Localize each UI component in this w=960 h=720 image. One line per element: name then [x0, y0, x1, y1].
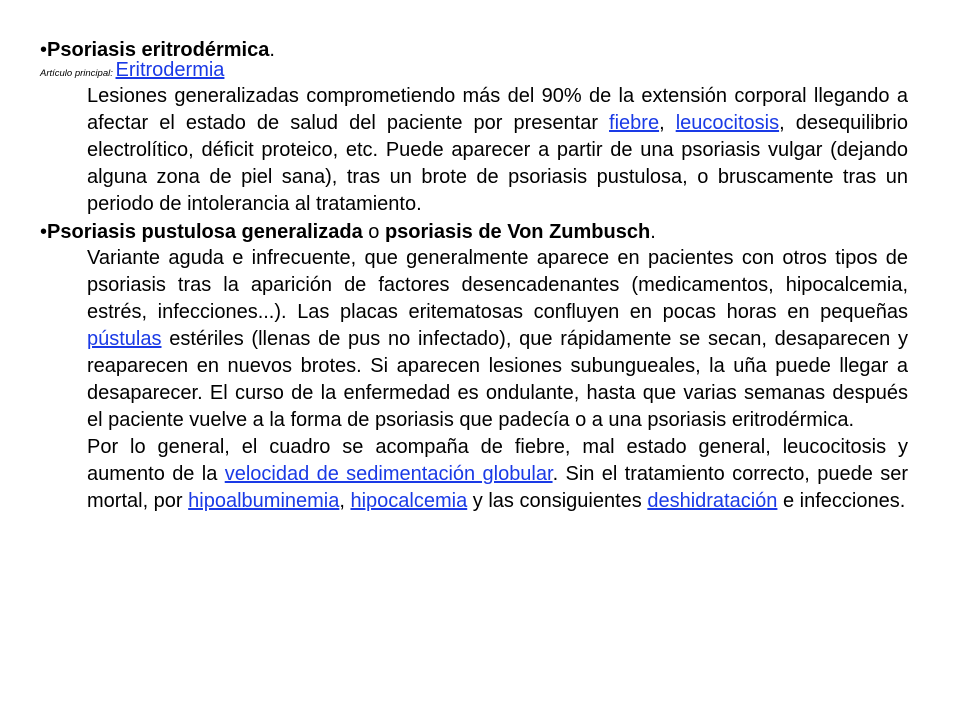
link-pustulas[interactable]: pústulas	[87, 328, 162, 350]
bullet: •	[40, 39, 48, 61]
section-heading-pustulosa	[40, 220, 908, 244]
paragraph-text: . Sin el tratamiento correcto, puede ser mortal, por	[87, 463, 908, 512]
slide-content	[40, 38, 908, 515]
heading-title: Psoriasis eritrodérmica	[47, 39, 270, 61]
heading-period: .	[269, 39, 275, 61]
paragraph-text: e infecciones.	[777, 490, 906, 512]
link-hipoalbuminemia[interactable]: hipoalbuminemia	[188, 490, 340, 512]
paragraph-text: , desequilibrio electrolítico, déficit proteico, etc. Puede aparecer a partir de una psoriasis vulgar (dejando alguna zona de piel sana), tras un brote de psoriasis pustulosa, o bruscamente tras un periodo de intolerancia al tratamiento.	[87, 112, 908, 215]
main-article-label: Artículo principal:	[40, 68, 116, 79]
heading-title: Psoriasis pustulosa generalizada	[47, 221, 363, 243]
link-deshidratacion[interactable]: deshidratación	[647, 490, 778, 512]
link-eritrodermia[interactable]: Eritrodermia	[115, 59, 225, 81]
paragraph-text: y las consiguientes	[467, 490, 648, 512]
paragraph-text: ,	[339, 490, 351, 512]
paragraph-pustulosa-2	[87, 434, 908, 515]
link-velocidad-sedimentacion[interactable]: velocidad de sedimentación globular	[224, 463, 553, 485]
paragraph-text: ,	[659, 112, 676, 134]
paragraph-eritrodermica	[87, 83, 908, 218]
paragraph-pustulosa-1	[87, 245, 908, 434]
main-article-note	[40, 59, 908, 82]
heading-title-alt: psoriasis de Von Zumbusch	[384, 221, 651, 243]
link-fiebre[interactable]: fiebre	[609, 112, 660, 134]
paragraph-text: Por lo general, el cuadro se acompaña de fiebre, mal estado general, leucocitosis y aumento de la	[87, 436, 908, 485]
heading-connector: o	[362, 221, 385, 243]
link-leucocitosis[interactable]: leucocitosis	[675, 112, 780, 134]
paragraph-text: estériles (llenas de pus no infectado), que rápidamente se secan, desaparecen y reaparecen en nuevos brotes. Si aparecen lesiones subungueales, la uña puede llegar a desaparecer. El curso de la enfermedad es ondulante, hasta que varias semanas después el paciente vuelve a la forma de psoriasis que padecía o a una psoriasis eritrodérmica.	[87, 328, 908, 431]
paragraph-text: Variante aguda e infrecuente, que generalmente aparece en pacientes con otros tipos de psoriasis tras la aparición de factores desencadenantes (medicamentos, hipocalcemia, estrés, infecciones...). Las placas eritematosas confluyen en pocas horas en pequeñas	[87, 247, 908, 323]
link-hipocalcemia[interactable]: hipocalcemia	[350, 490, 468, 512]
paragraph-text: Lesiones generalizadas comprometiendo más del 90% de la extensión corporal llegando a afectar el estado de salud del paciente por presentar	[87, 85, 908, 134]
heading-period: .	[650, 221, 656, 243]
bullet: •	[40, 221, 48, 243]
